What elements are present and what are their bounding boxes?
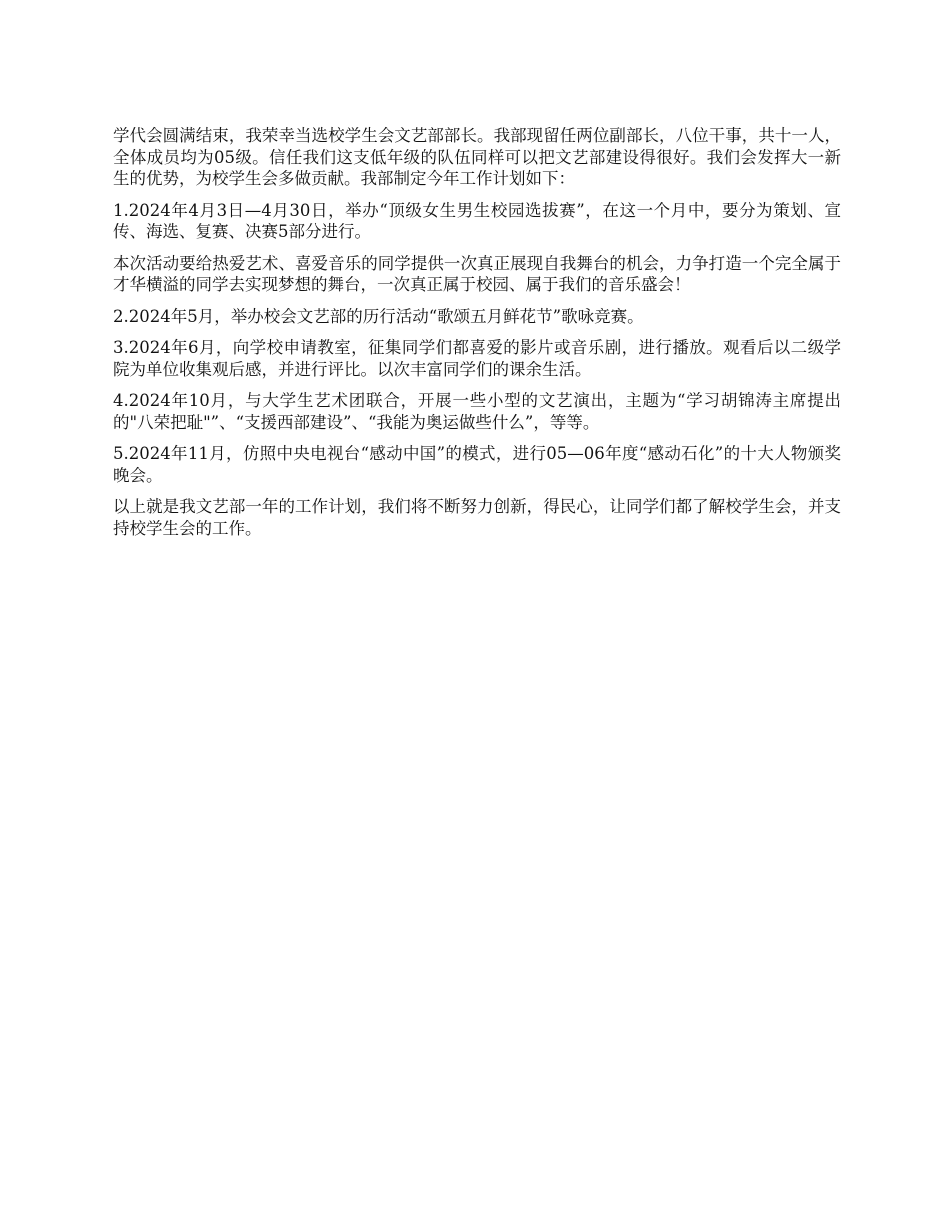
plan-item-1: 1.2024年4月3日—4月30日，举办“顶级女生男生校园选拔赛”，在这一个月中，要分为策划、宣传、海选、复赛、决赛5部分进行。 — [113, 200, 841, 241]
plan-item-3: 3.2024年6月，向学校申请教室，征集同学们都喜爱的影片或音乐剧，进行播放。观看后以二级学院为单位收集观后感，并进行评比。以次丰富同学们的课余生活。 — [113, 338, 841, 379]
plan-item-5: 5.2024年11月，仿照中央电视台“感动中国”的模式，进行05—06年度“感动石化”的十大人物颁奖晚会。 — [113, 444, 841, 485]
plan-item-2: 2.2024年5月，举办校会文艺部的历行活动“歌颂五月鲜花节”歌咏竞赛。 — [113, 306, 644, 326]
intro-paragraph: 学代会圆满结束，我荣幸当选校学生会文艺部部长。我部现留任两位副部长，八位干事，共十一人，全体成员均为05级。信任我们这支低年级的队伍同样可以把文艺部建设得很好。我们会发挥大一新生的优势，为校学生会多做贡献。我部制定今年工作计划如下： — [113, 126, 841, 188]
plan-item-4: 4.2024年10月，与大学生艺术团联合，开展一些小型的文艺演出，主题为“学习胡锦涛主席提出的"八荣把耻"”、“支援西部建设”、“我能为奥运做些什么”，等等。 — [113, 391, 841, 432]
document-body — [113, 125, 841, 549]
closing-paragraph: 以上就是我文艺部一年的工作计划，我们将不断努力创新，得民心，让同学们都了解校学生会，并支持校学生会的工作。 — [113, 497, 841, 538]
plan-item-1-detail: 本次活动要给热爱艺术、喜爱音乐的同学提供一次真正展现自我舞台的机会，力争打造一个完全属于才华横溢的同学去实现梦想的舞台，一次真正属于校园、属于我们的音乐盛会！ — [113, 253, 841, 294]
